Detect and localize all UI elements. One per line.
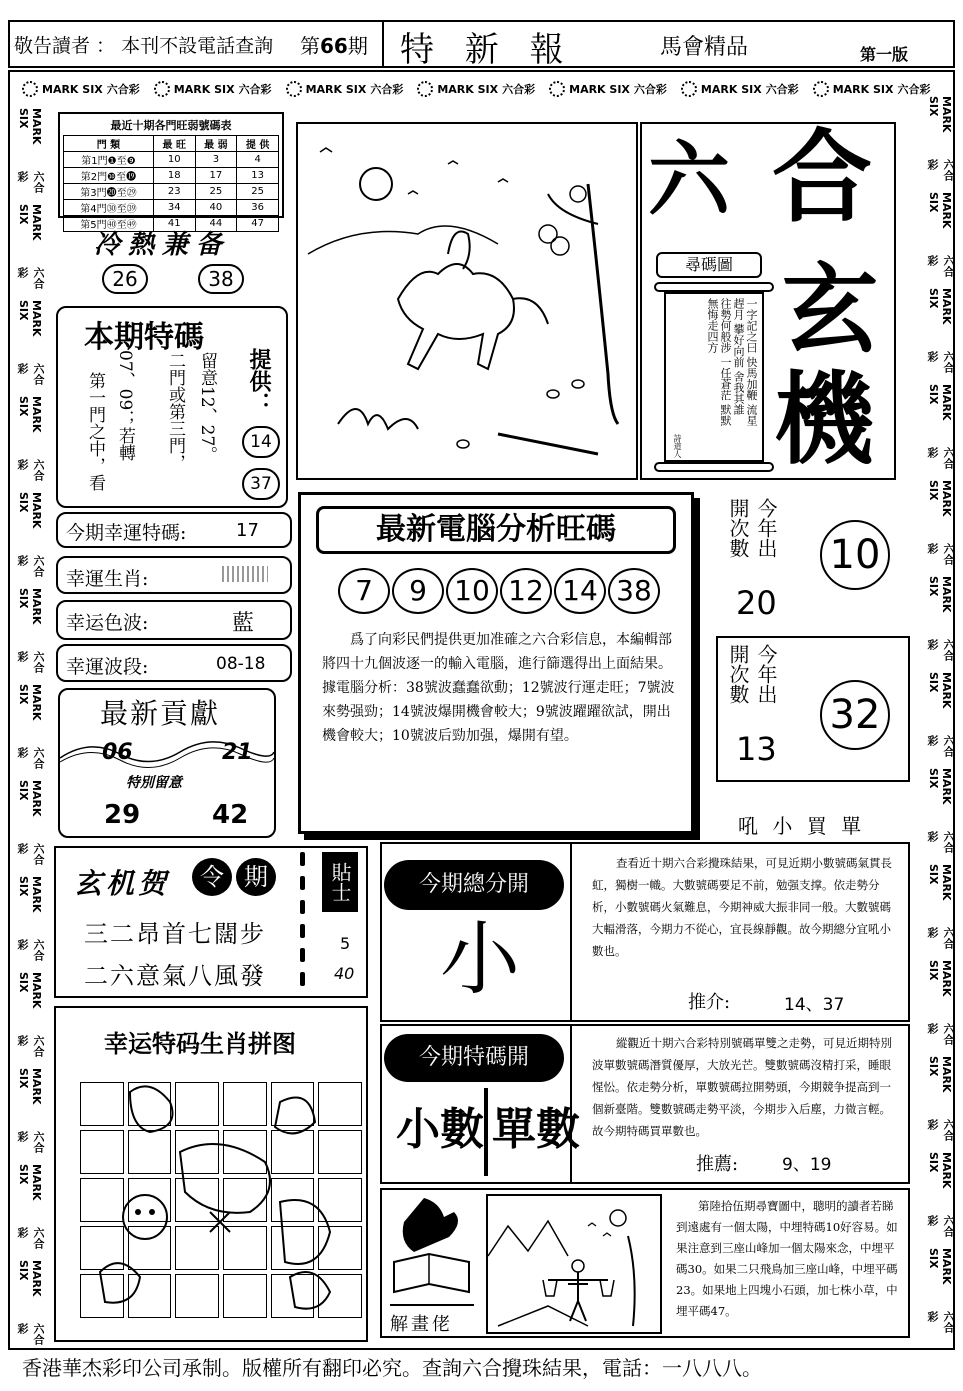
strip-item <box>417 81 535 97</box>
strip-logo: 六合彩 <box>926 447 955 470</box>
small-buy-big: 小 <box>440 913 520 1006</box>
puzzle-tag-2: 期 <box>236 858 276 896</box>
col-header: 最 弱 <box>195 136 237 152</box>
strip-logo: 六合彩 <box>926 831 955 854</box>
row-door: 第1門 <box>81 156 108 167</box>
flower-icon <box>22 81 38 97</box>
row-hot: 18 <box>153 168 195 184</box>
notice-text: 敬告讀者 ： 本刊不設電話查詢 <box>14 35 274 57</box>
computer-number: 9 <box>392 568 444 614</box>
strip-logo: 六合彩 <box>926 351 955 374</box>
mystery-char-1: 六 <box>648 133 731 228</box>
strip-item <box>924 96 956 192</box>
small-buy-title: 吼 小 買 單 <box>738 814 866 838</box>
strip-item <box>14 1068 46 1164</box>
strip-logo: 六合彩 <box>502 83 536 96</box>
row-label <box>64 184 154 200</box>
strip-mark: MARK SIX <box>17 396 43 433</box>
strip-item <box>924 480 956 576</box>
strip-logo: 六合彩 <box>926 639 955 662</box>
strip-logo: 六合彩 <box>926 1023 955 1046</box>
strip-logo: 六合彩 <box>16 843 45 866</box>
strip-item <box>924 1056 956 1152</box>
mystery-char-3: 玄 <box>782 254 878 366</box>
puzzle-verse-1: 三二昂首七闊步 <box>84 920 266 948</box>
contribution-number-2: 21 <box>222 740 253 765</box>
strip-item <box>14 1164 46 1260</box>
col-header: 最 旺 <box>153 136 195 152</box>
table-row <box>64 168 279 184</box>
strip-logo: 六合彩 <box>16 1323 45 1346</box>
row-range: ❿至⓳ <box>107 172 137 183</box>
puzzle-divider-dash <box>300 972 305 986</box>
strip-logo: 六合彩 <box>926 1215 955 1238</box>
strip-mark: MARK SIX <box>42 82 103 96</box>
strip-logo: 六合彩 <box>765 83 799 96</box>
strip-mark: MARK SIX <box>17 300 43 337</box>
strip-mark: MARK SIX <box>17 492 43 529</box>
row-range: ㉚至㊴ <box>106 204 137 215</box>
computer-number: 7 <box>338 568 390 614</box>
strip-logo: 六合彩 <box>16 1227 45 1250</box>
strip-mark: MARK SIX <box>437 82 499 96</box>
flower-icon <box>549 81 565 97</box>
row-label <box>64 168 154 184</box>
strip-item <box>813 81 931 97</box>
strip-mark: MARK SIX <box>927 288 953 325</box>
flower-icon <box>417 81 433 97</box>
hot-weak-table-box <box>58 112 284 231</box>
strip-item <box>14 300 46 396</box>
col-header: 門 類 <box>64 136 154 152</box>
strip-logo: 六合彩 <box>370 83 404 96</box>
contribution-title: 最新貢獻 <box>100 697 221 730</box>
special-code-col4: 留意12、27。 <box>197 352 217 464</box>
lucky-code-value: 17 <box>236 520 259 541</box>
page-subtitle: 馬會精品 <box>660 35 749 60</box>
special-code-offer-1: 14 <box>242 426 280 458</box>
strip-item <box>549 81 667 97</box>
stat-2-count: 13 <box>736 730 777 768</box>
puzzle-divider-dash <box>300 852 305 866</box>
puzzle-tip-label: 貼士 <box>322 852 358 912</box>
lucky-zodiac-label: 幸運生肖: <box>66 568 149 590</box>
small-buy-tab: 今期總分開 <box>384 860 564 910</box>
computer-number: 10 <box>446 568 498 614</box>
row-hot: 34 <box>153 200 195 216</box>
row-range: ⓴至㉙ <box>106 188 137 199</box>
contribution-number-1: 06 <box>102 740 133 765</box>
strip-mark: MARK SIX <box>927 1248 953 1285</box>
puzzle-divider-dash <box>300 876 305 890</box>
strip-logo: 六合彩 <box>16 1035 45 1058</box>
strip-mark: MARK SIX <box>305 82 367 96</box>
strip-logo: 六合彩 <box>897 83 931 96</box>
strip-mark: MARK SIX <box>17 588 43 625</box>
hot-table-title: 最近十期各門旺弱號碼表 <box>110 119 232 132</box>
row-weak: 3 <box>195 152 237 168</box>
row-range: ❶至❾ <box>107 156 136 167</box>
stat-1-label: 今年出開次數 <box>726 498 778 558</box>
cold-hot-title: 冷熱兼备 <box>94 230 231 260</box>
riddle-picture-drawing <box>488 1196 660 1332</box>
stat-1-count: 20 <box>736 584 777 622</box>
strip-item <box>14 204 46 300</box>
strip-mark: MARK SIX <box>17 1260 43 1297</box>
strip-item <box>924 672 956 768</box>
special-code-offer-2: 37 <box>242 468 280 500</box>
strip-item <box>924 384 956 480</box>
strip-mark: MARK SIX <box>927 672 953 709</box>
table-header-row <box>64 136 279 152</box>
strip-mark: MARK SIX <box>927 864 953 901</box>
strip-item <box>14 492 46 588</box>
computer-number: 14 <box>554 568 606 614</box>
strip-logo: 六合彩 <box>16 171 45 194</box>
mark-six-strip-top <box>22 76 931 102</box>
row-offer: 25 <box>237 184 279 200</box>
puzzle-tag-1: 令 <box>192 858 232 896</box>
stat-2-number: 32 <box>820 680 890 750</box>
mark-six-strip-left <box>14 108 45 1346</box>
scroll-roll-bottom <box>654 462 774 472</box>
puzzle-line1: 玄机贺 <box>74 867 171 900</box>
row-label <box>64 152 154 168</box>
computer-number: 38 <box>608 568 660 614</box>
lucky-zodiac-blur <box>222 566 268 582</box>
strip-mark: MARK SIX <box>17 876 43 913</box>
small-buy-recommend-value: 14、37 <box>784 995 845 1015</box>
odd-even-recommend-value: 9、19 <box>782 1155 832 1175</box>
strip-item <box>14 108 46 204</box>
row-hot: 41 <box>153 216 195 232</box>
special-code-offer-label: 提供： <box>246 348 272 414</box>
strip-logo: 六合彩 <box>926 1311 955 1334</box>
mark-six-strip-right <box>924 96 955 1346</box>
row-range: ㊵至㊾ <box>106 220 137 231</box>
strip-logo: 六合彩 <box>16 363 45 386</box>
zodiac-jigsaw-drawing <box>80 1082 362 1318</box>
special-code-title: 本期特碼 <box>84 320 204 355</box>
strip-item <box>924 864 956 960</box>
strip-item <box>154 81 272 97</box>
sun-icon <box>360 168 392 200</box>
strip-logo: 六合彩 <box>926 927 955 950</box>
strip-logo: 六合彩 <box>633 83 667 96</box>
strip-logo: 六合彩 <box>238 83 272 96</box>
puzzle-tip-2: 40 <box>334 964 355 983</box>
scroll-sign: 詩道人 <box>673 434 682 458</box>
strip-mark: MARK SIX <box>927 192 953 229</box>
stat-1-number: 10 <box>820 520 890 590</box>
strip-mark: MARK SIX <box>17 972 43 1009</box>
strip-logo: 六合彩 <box>106 83 140 96</box>
strip-mark: MARK SIX <box>927 1056 953 1093</box>
strip-item <box>924 288 956 384</box>
row-offer: 4 <box>237 152 279 168</box>
strip-item <box>924 768 956 864</box>
strip-logo: 六合彩 <box>16 267 45 290</box>
strip-logo: 六合彩 <box>16 747 45 770</box>
hot-weak-table <box>63 135 279 232</box>
zodiac-jigsaw-title: 幸运特码生肖拼图 <box>104 1030 296 1058</box>
strip-mark: MARK SIX <box>17 204 43 241</box>
issue-suffix: 期 <box>347 34 368 58</box>
strip-item <box>14 1260 46 1356</box>
strip-mark: MARK SIX <box>17 1164 43 1201</box>
row-door: 第4門 <box>80 204 107 215</box>
strip-item <box>286 81 404 97</box>
strip-mark: MARK SIX <box>927 384 953 421</box>
small-buy-divider <box>570 842 572 1022</box>
strip-logo: 六合彩 <box>16 651 45 674</box>
computer-text: 爲了向彩民們提供更加准確之六合彩信息，本編輯部將四十九個波逐一的輸入電腦，進行篩選得出上面結果。據電腦分析：38號波蠢蠢欲動；12號波行運走旺；7號波來勢强勁；14號波爆開機會較大；9號波躍躍欲試，開出機會較大；10號波后勁加强，爆開有望。 <box>322 632 675 744</box>
odd-even-big-2: 單數 <box>492 1104 580 1155</box>
table-row <box>64 200 279 216</box>
strip-logo: 六合彩 <box>926 543 955 566</box>
footer-text: 香港華杰彩印公司承制。版權所有翻印必究。查詢六合攪珠結果，電話：一八八八。 <box>22 1356 762 1380</box>
computer-numbers <box>338 568 660 614</box>
flower-icon <box>154 81 170 97</box>
flower-icon <box>813 81 829 97</box>
header-divider <box>382 20 384 68</box>
scroll-label: 尋碼圖 <box>656 252 762 278</box>
strip-mark: MARK SIX <box>17 780 43 817</box>
computer-number: 12 <box>500 568 552 614</box>
strip-mark: MARK SIX <box>927 1152 953 1189</box>
strip-item <box>924 576 956 672</box>
cold-hot-number-2: 38 <box>198 264 244 294</box>
row-weak: 44 <box>195 216 237 232</box>
riddle-text: 第陸拾伍期尋寶圖中，聰明的讀者若睇到遠處有一個太陽，中埋特碼10好容易。如果注意到三座山峰加一個太陽來念，中埋平碼30。如果二只飛鳥加三座山峰，中埋平碼23。如果地上四塊小石頭，加七株小草，中埋平碼47。 <box>676 1199 898 1318</box>
flower-icon <box>286 81 302 97</box>
page-title: 特 新 報 <box>400 30 574 70</box>
edition-label: 第一版 <box>860 45 909 64</box>
strip-item <box>14 972 46 1068</box>
puzzle-tip-1: 5 <box>340 934 351 953</box>
strip-mark: MARK SIX <box>17 108 43 145</box>
row-door: 第5門 <box>80 220 107 231</box>
odd-even-recommend-label: 推薦: <box>696 1154 739 1175</box>
special-code-col3: 二門或第三門， <box>165 352 185 471</box>
scroll-poem: 一字記之曰 快馬加鞭 流星趕月 攀好向前 舍我其誰 往勢何般涉 一任蒼茫 默默無悔走四方 <box>706 298 758 426</box>
riddle-label: 解畫佬 <box>390 1304 474 1336</box>
small-buy-text: 查看近十期六合彩攪珠結果，可見近期小數號碼氣貫長虹，獨樹一幟。大數號碼要足不前，勉强支撑。依走勢分析，小數號碼火氣難息，今期神威大振非同一般。大數號碼大輻滑落，今期力不從心，宜長線靜觀。故今期總分宜吼小數也。 <box>592 856 892 958</box>
contribution-note: 特別留意 <box>126 775 182 791</box>
row-door: 第2門 <box>80 172 108 183</box>
row-weak: 25 <box>195 184 237 200</box>
lucky-band-label: 幸運波段: <box>66 656 149 678</box>
cold-hot-number-1: 26 <box>102 264 148 294</box>
lucky-code-label: 今期幸運特碼: <box>66 522 187 544</box>
lucky-band-value: 08-18 <box>216 654 266 674</box>
strip-mark: MARK SIX <box>17 684 43 721</box>
strip-mark: MARK SIX <box>927 576 953 613</box>
puzzle-divider-dash <box>300 900 305 914</box>
strip-item <box>14 588 46 684</box>
row-weak: 40 <box>195 200 237 216</box>
puzzle-divider-dash <box>300 924 305 938</box>
stat-2-label: 今年出開次數 <box>726 644 778 704</box>
row-offer: 13 <box>237 168 279 184</box>
mystery-char-2: 合 <box>772 119 872 236</box>
row-offer: 47 <box>237 216 279 232</box>
puzzle-verse-2: 二六意氣八風發 <box>84 962 266 990</box>
strip-item <box>14 876 46 972</box>
odd-even-text: 縱觀近十期六合彩特別號碼單雙之走勢，可見近期特別波單數號碼潛質優厚，大放光芒。雙數號碼沒精打采，睡眼惺忪。依走勢分析，單數號碼拉開勢頭，今期競争提高到一個新臺階。雙數號碼走勢平淡，今期步入后塵，力微言輕。故今期特碼買單數也。 <box>592 1036 892 1138</box>
odd-even-big-divider <box>484 1088 488 1176</box>
strip-logo: 六合彩 <box>16 459 45 482</box>
strip-logo: 六合彩 <box>16 555 45 578</box>
odd-even-big-1: 小數 <box>396 1104 484 1155</box>
strip-item <box>14 396 46 492</box>
strip-item <box>14 780 46 876</box>
contribution-extra-2: 42 <box>212 800 249 830</box>
strip-item <box>924 960 956 1056</box>
row-door: 第3門 <box>80 188 107 199</box>
strip-mark: MARK SIX <box>569 82 630 96</box>
contribution-extra-1: 29 <box>104 800 141 830</box>
strip-mark: MARK SIX <box>173 82 235 96</box>
strip-mark: MARK SIX <box>927 768 953 805</box>
col-header: 提 供 <box>237 136 279 152</box>
mystery-char-4: 機 <box>774 361 874 478</box>
strip-mark: MARK SIX <box>832 82 894 96</box>
strip-logo: 六合彩 <box>926 159 955 182</box>
table-row <box>64 152 279 168</box>
row-label <box>64 200 154 216</box>
special-code-col1: 第一門之中，看 <box>85 372 105 491</box>
strip-logo: 六合彩 <box>16 1131 45 1154</box>
issue-label <box>300 30 368 59</box>
scroll-roll-top <box>654 282 774 292</box>
flower-icon <box>681 81 697 97</box>
strip-mark: MARK SIX <box>17 1068 43 1105</box>
issue-prefix: 第 <box>300 34 320 58</box>
row-weak: 17 <box>195 168 237 184</box>
row-hot: 23 <box>153 184 195 200</box>
horse-illustration <box>298 124 636 478</box>
lucky-color-label: 幸运色波: <box>66 612 149 634</box>
strip-item <box>924 192 956 288</box>
strip-mark: MARK SIX <box>927 960 953 997</box>
strip-item <box>924 1152 956 1248</box>
riddle-hand-drawing <box>384 1192 480 1298</box>
lucky-color-value: 藍 <box>232 611 255 636</box>
issue-number: 66 <box>320 34 348 58</box>
strip-item <box>22 81 140 97</box>
table-row <box>64 184 279 200</box>
strip-item <box>924 1248 956 1344</box>
strip-item <box>14 684 46 780</box>
strip-logo: 六合彩 <box>926 255 955 278</box>
row-offer: 36 <box>237 200 279 216</box>
strip-logo: 六合彩 <box>926 1119 955 1142</box>
small-buy-recommend-label: 推介: <box>688 992 731 1013</box>
computer-title: 最新電腦分析旺碼 <box>316 506 676 554</box>
strip-mark: MARK SIX <box>927 96 953 133</box>
strip-item <box>681 81 799 97</box>
odd-even-tab: 今期特碼開 <box>384 1034 564 1082</box>
row-hot: 10 <box>153 152 195 168</box>
strip-mark: MARK SIX <box>700 82 762 96</box>
strip-logo: 六合彩 <box>926 735 955 758</box>
strip-logo: 六合彩 <box>16 939 45 962</box>
special-code-col2: 07、09；若轉 <box>115 350 135 462</box>
puzzle-divider-dash <box>300 948 305 962</box>
strip-mark: MARK SIX <box>927 480 953 517</box>
